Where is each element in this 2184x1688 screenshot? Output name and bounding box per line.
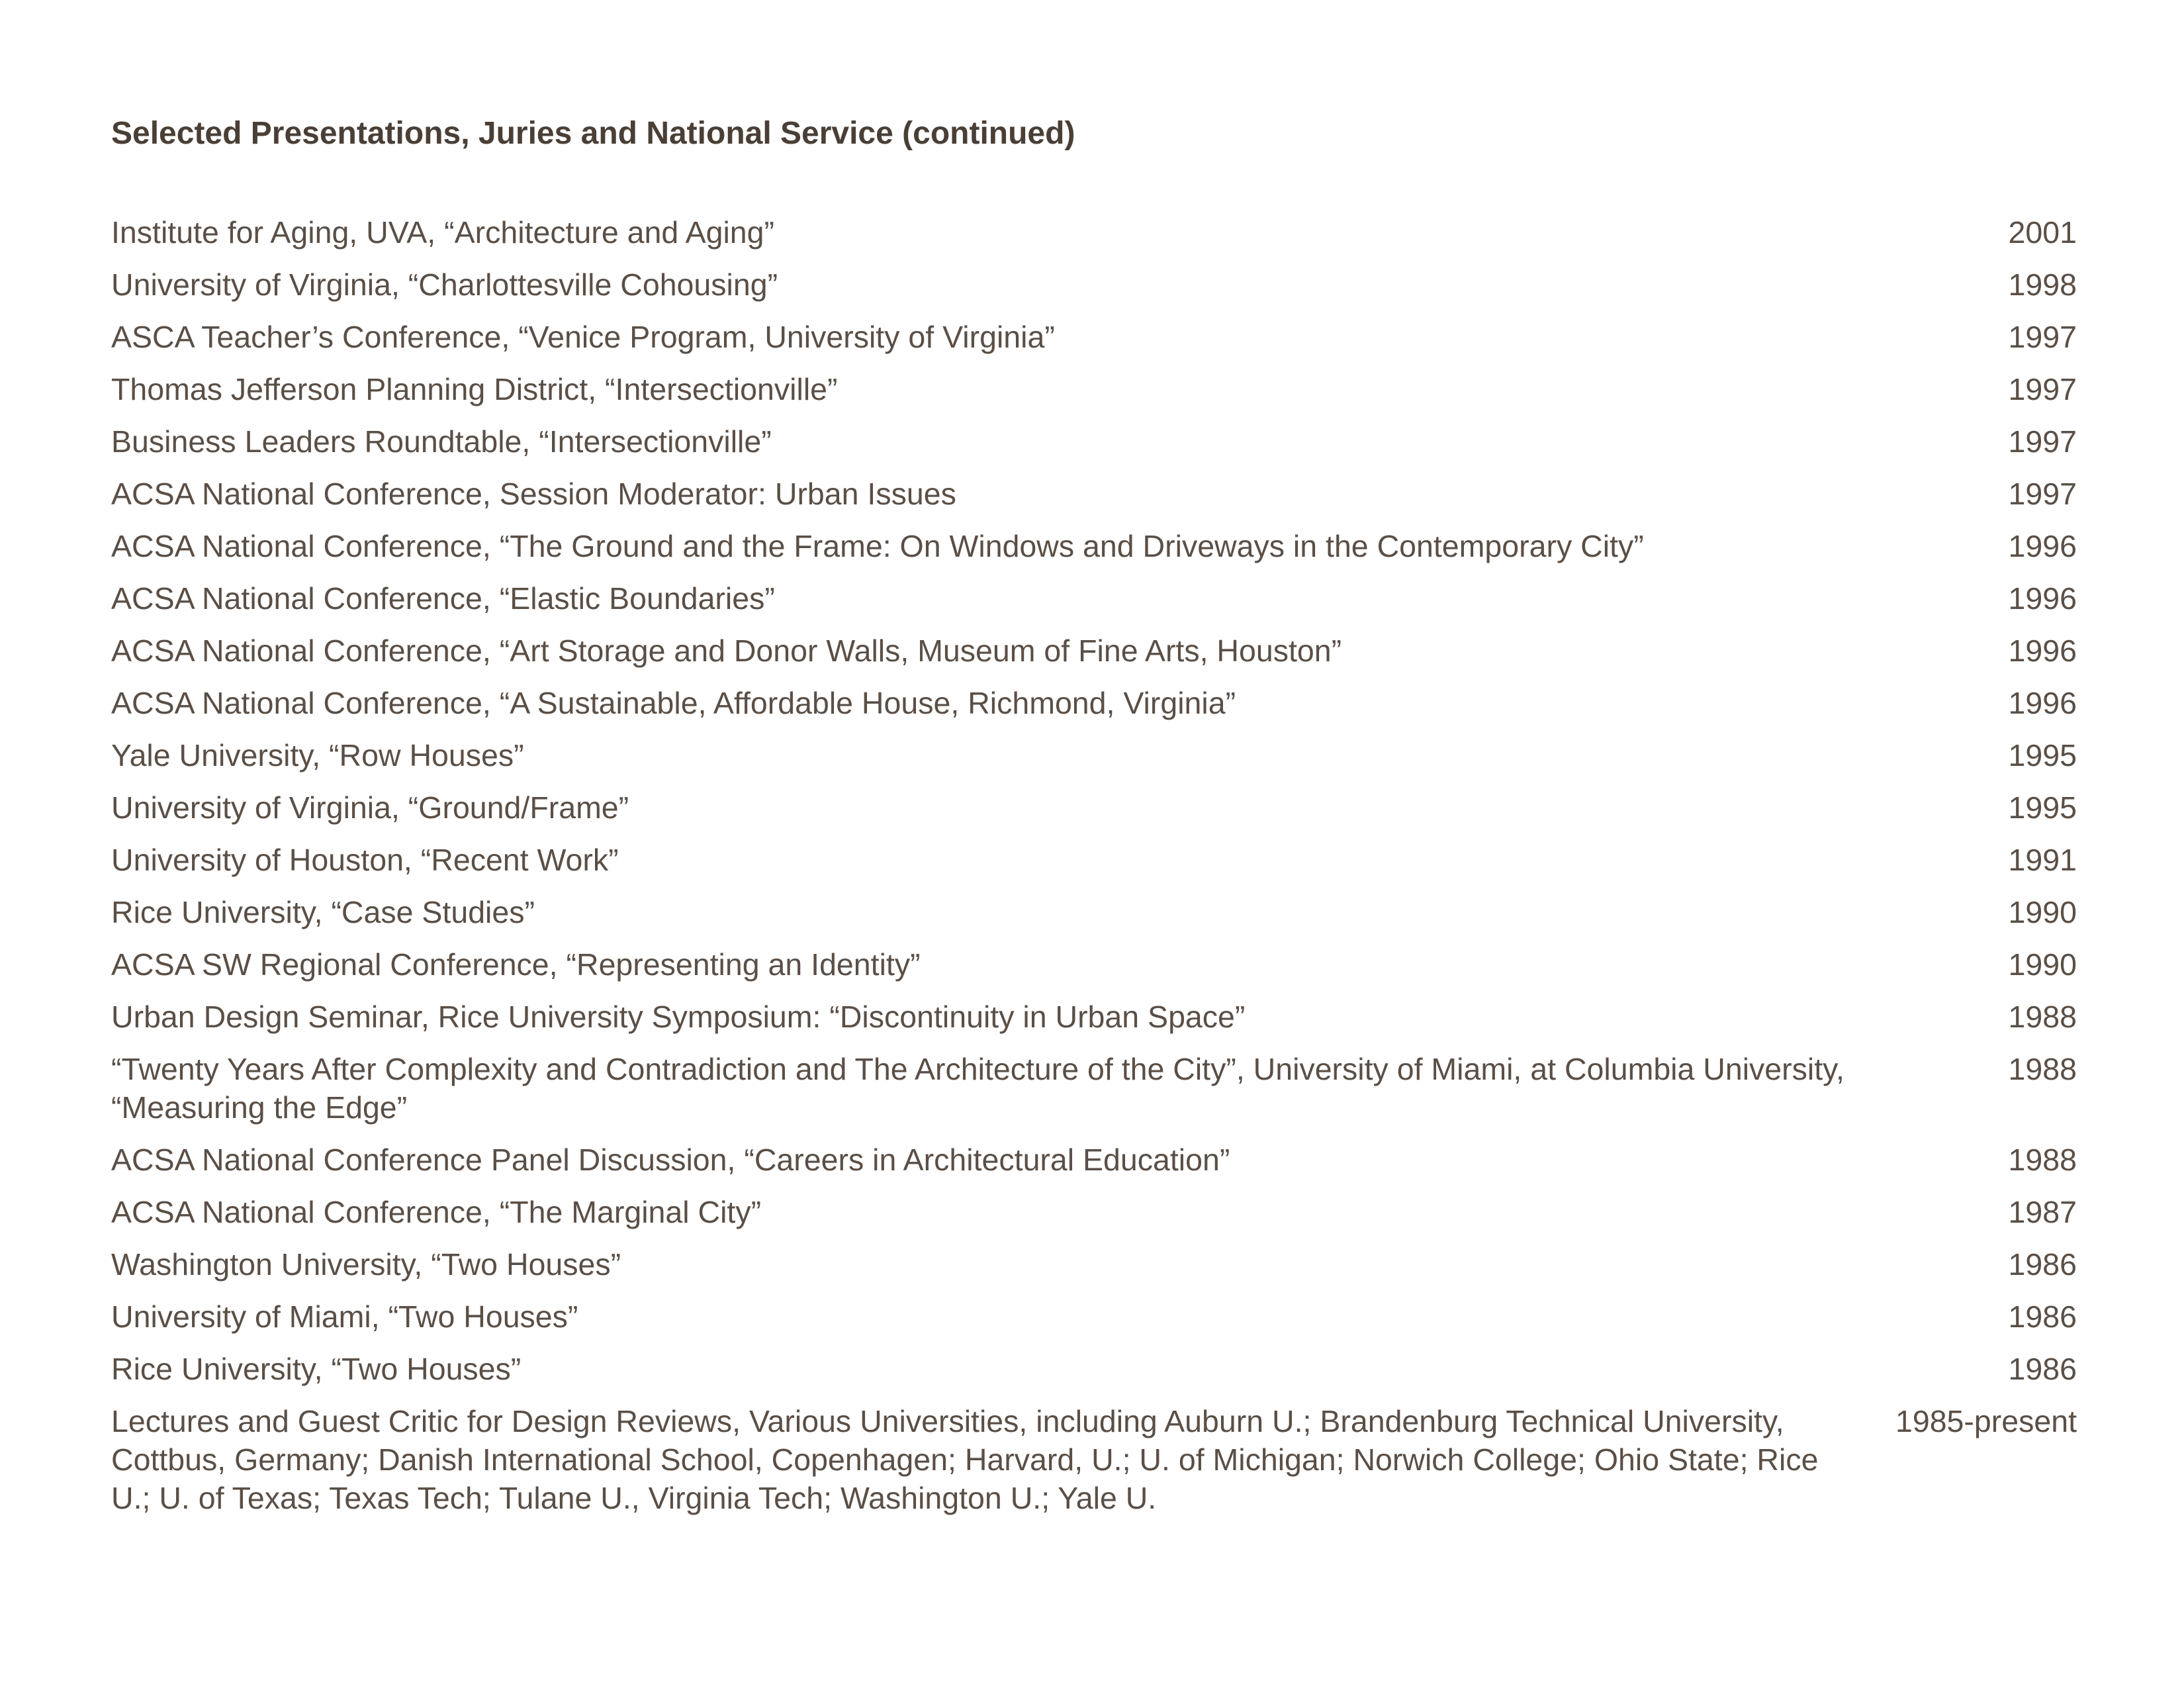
list-item <box>111 318 2077 356</box>
entry-year: 1996 <box>2008 633 2077 668</box>
list-item <box>111 684 2077 722</box>
entry-text: ACSA National Conference, “Art Storage and Donor Walls, Museum of Fine Arts, Houston” <box>111 633 1342 668</box>
entry-year: 1996 <box>2008 581 2077 616</box>
list-item <box>111 370 2077 408</box>
entry-year: 1987 <box>2008 1195 2077 1229</box>
entry-text: University of Virginia, “Charlottesville Cohousing” <box>111 267 778 302</box>
entry-year: 1986 <box>2008 1352 2077 1386</box>
entry-year: 1997 <box>2008 477 2077 511</box>
entry-text: University of Miami, “Two Houses” <box>111 1299 578 1334</box>
entry-text: ACSA National Conference, “The Ground and the Frame: On Windows and Driveways in the Contemporary City” <box>111 529 1644 563</box>
list-item <box>111 1050 2077 1127</box>
list-item <box>111 998 2077 1036</box>
entry-year: 1985-present <box>1895 1404 2077 1438</box>
entry-text: University of Houston, “Recent Work” <box>111 843 619 877</box>
list-item <box>111 265 2077 304</box>
entry-text: ACSA SW Regional Conference, “Representing an Identity” <box>111 947 921 982</box>
list-item <box>111 1402 2077 1517</box>
entry-text: ACSA National Conference, Session Moderator: Urban Issues <box>111 477 956 511</box>
entry-text: ACSA National Conference, “The Marginal City” <box>111 1195 762 1229</box>
entry-text: Business Leaders Roundtable, “Intersectionville” <box>111 424 772 459</box>
entry-text: ACSA National Conference Panel Discussion, “Careers in Architectural Education” <box>111 1143 1230 1177</box>
entry-text: “Twenty Years After Complexity and Contradiction and The Architecture of the City”, University of Miami, at Columbia University, “Measuring the Edge” <box>111 1052 1844 1125</box>
entry-year: 2001 <box>2008 215 2077 250</box>
entry-year: 1988 <box>2008 1000 2077 1034</box>
entry-text: Thomas Jefferson Planning District, “Intersectionville” <box>111 372 838 406</box>
entry-year: 1996 <box>2008 686 2077 720</box>
entry-year: 1986 <box>2008 1299 2077 1334</box>
list-item <box>111 213 2077 252</box>
entry-text: Lectures and Guest Critic for Design Reviews, Various Universities, including Auburn U.; Brandenburg Technical University, Cottbus, Germany; Danish International School, Copenhagen; Harvard, U.; U. of Michigan; Norwich College; Ohio State; Rice U.; U. of Texas; Texas Tech; Tulane U., Virginia Tech; Washington U.; Yale U. <box>111 1404 1819 1515</box>
entry-year: 1998 <box>2008 267 2077 302</box>
entry-text: Institute for Aging, UVA, “Architecture and Aging” <box>111 215 774 250</box>
entry-year: 1995 <box>2008 790 2077 825</box>
list-item <box>111 945 2077 984</box>
entry-text: ACSA National Conference, “Elastic Boundaries” <box>111 581 775 616</box>
list-item <box>111 841 2077 879</box>
entry-text: Washington University, “Two Houses” <box>111 1247 621 1282</box>
list-item <box>111 1193 2077 1231</box>
list-item <box>111 893 2077 931</box>
list-item <box>111 632 2077 670</box>
list-item <box>111 1297 2077 1336</box>
entry-text: Rice University, “Two Houses” <box>111 1352 522 1386</box>
entry-text: ASCA Teacher’s Conference, “Venice Program, University of Virginia” <box>111 320 1055 354</box>
list-item <box>111 1141 2077 1179</box>
entry-year: 1991 <box>2008 843 2077 877</box>
list-item <box>111 1350 2077 1388</box>
presentation-list <box>111 213 2077 1531</box>
list-item <box>111 736 2077 774</box>
entry-text: Yale University, “Row Houses” <box>111 738 524 773</box>
entry-year: 1990 <box>2008 947 2077 982</box>
section-heading: Selected Presentations, Juries and National Service (continued) <box>111 116 1075 151</box>
entry-year: 1988 <box>2008 1052 2077 1086</box>
entry-year: 1996 <box>2008 529 2077 563</box>
entry-text: ACSA National Conference, “A Sustainable, Affordable House, Richmond, Virginia” <box>111 686 1236 720</box>
list-item <box>111 579 2077 618</box>
entry-year: 1995 <box>2008 738 2077 773</box>
list-item <box>111 788 2077 827</box>
entry-year: 1988 <box>2008 1143 2077 1177</box>
entry-year: 1997 <box>2008 320 2077 354</box>
list-item <box>111 475 2077 513</box>
entry-year: 1986 <box>2008 1247 2077 1282</box>
list-item <box>111 1245 2077 1284</box>
entry-text: Urban Design Seminar, Rice University Symposium: “Discontinuity in Urban Space” <box>111 1000 1246 1034</box>
entry-year: 1990 <box>2008 895 2077 929</box>
entry-year: 1997 <box>2008 424 2077 459</box>
list-item <box>111 422 2077 461</box>
entry-text: Rice University, “Case Studies” <box>111 895 535 929</box>
list-item <box>111 527 2077 565</box>
entry-text: University of Virginia, “Ground/Frame” <box>111 790 629 825</box>
entry-year: 1997 <box>2008 372 2077 406</box>
